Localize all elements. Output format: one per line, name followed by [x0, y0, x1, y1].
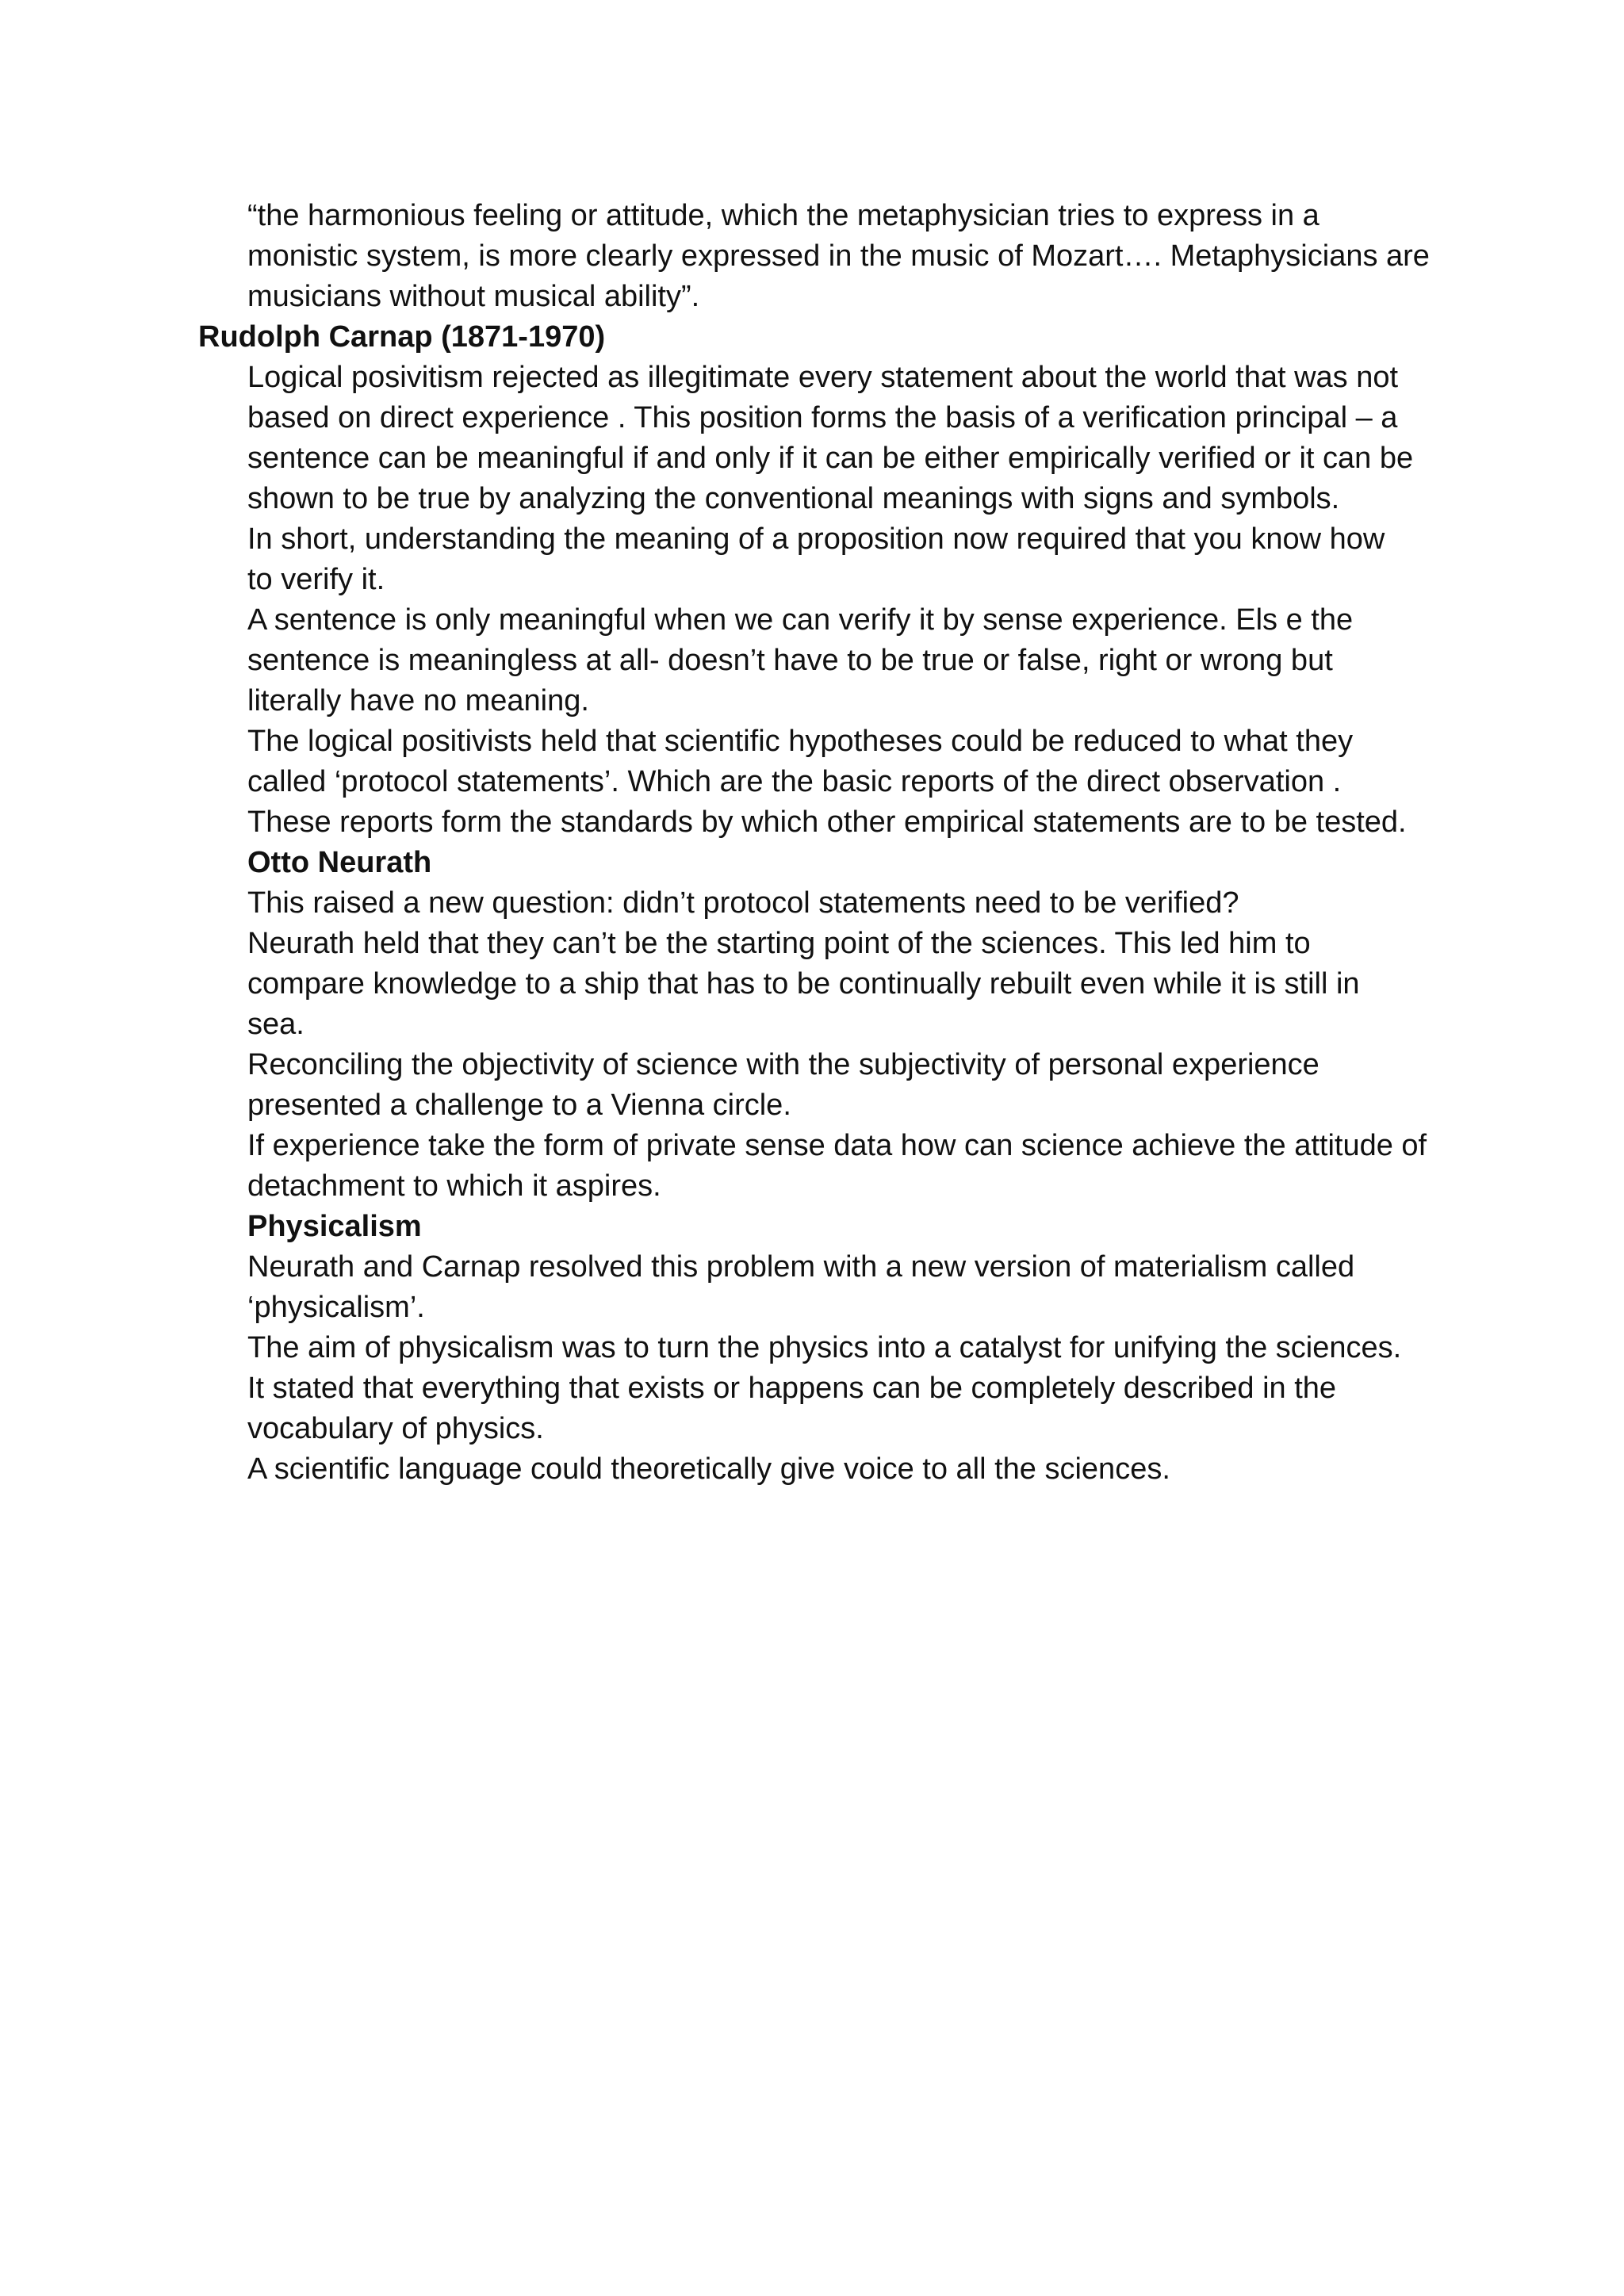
paragraph-line: Neurath held that they can’t be the starting point of the sciences. This led him to [247, 927, 1311, 960]
paragraph-line: detachment to which it aspires. [247, 1169, 661, 1203]
quote-line: monistic system, is more clearly expressed in the music of Mozart…. Metaphysicians are [247, 239, 1430, 273]
paragraph-line: This raised a new question: didn’t protocol statements need to be verified? [247, 886, 1239, 920]
paragraph-line: Logical posivitism rejected as illegitimate every statement about the world that was not [247, 361, 1399, 394]
paragraph-line: sentence can be meaningful if and only if it can be either empirically verified or it can be [247, 442, 1414, 475]
paragraph-line: A scientific language could theoretically give voice to all the sciences. [247, 1452, 1170, 1486]
paragraph-line: based on direct experience . This position forms the basis of a verification principal – a [247, 401, 1398, 434]
paragraph-line: Reconciling the objectivity of science with the subjectivity of personal experience [247, 1048, 1320, 1081]
paragraph-line: sea. [247, 1008, 304, 1041]
section-heading-neurath: Otto Neurath [247, 846, 432, 879]
paragraph-line: If experience take the form of private sense data how can science achieve the attitude of [247, 1129, 1427, 1162]
paragraph-line: called ‘protocol statements’. Which are the basic reports of the direct observation . [247, 765, 1342, 798]
paragraph-line: The logical positivists held that scientific hypotheses could be reduced to what they [247, 725, 1354, 758]
paragraph-line: ‘physicalism’. [247, 1291, 425, 1324]
paragraph-line: A sentence is only meaningful when we can verify it by sense experience. Els e the [247, 603, 1354, 637]
section-heading-physicalism: Physicalism [247, 1210, 422, 1243]
paragraph-line: The aim of physicalism was to turn the physics into a catalyst for unifying the sciences. [247, 1331, 1402, 1364]
paragraph-line: to verify it. [247, 563, 385, 596]
paragraph-line: In short, understanding the meaning of a proposition now required that you know how [247, 522, 1385, 556]
quote-line: musicians without musical ability”. [247, 280, 700, 313]
paragraph-line: sentence is meaningless at all- doesn’t have to be true or false, right or wrong but [247, 644, 1333, 677]
paragraph-line: presented a challenge to a Vienna circle. [247, 1089, 791, 1122]
section-heading-carnap: Rudolph Carnap (1871-1970) [198, 320, 606, 354]
paragraph-line: These reports form the standards by which other empirical statements are to be tested. [247, 806, 1407, 839]
paragraph-line: compare knowledge to a ship that has to be continually rebuilt even while it is still in [247, 967, 1360, 1001]
quote-line: “the harmonious feeling or attitude, which the metaphysician tries to express in a [247, 199, 1320, 232]
paragraph-line: vocabulary of physics. [247, 1412, 544, 1445]
paragraph-line: literally have no meaning. [247, 684, 589, 718]
paragraph-line: It stated that everything that exists or happens can be completely described in the [247, 1372, 1337, 1405]
paragraph-line: Neurath and Carnap resolved this problem with a new version of materialism called [247, 1250, 1355, 1284]
paragraph-line: shown to be true by analyzing the conventional meanings with signs and symbols. [247, 482, 1340, 515]
